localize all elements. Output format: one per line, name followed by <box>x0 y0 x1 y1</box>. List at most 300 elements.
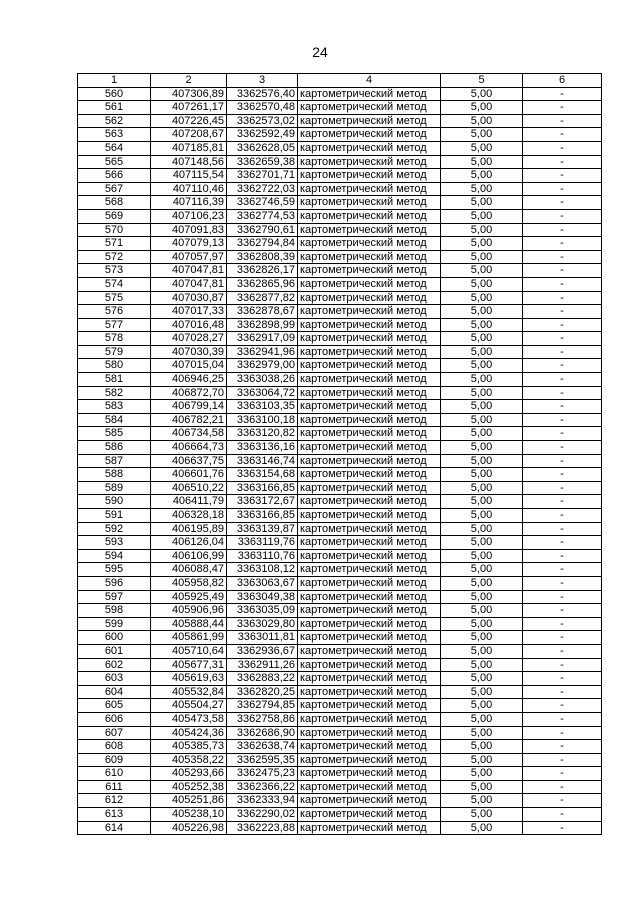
y-coordinate-cell: 3363119,76 <box>227 536 298 550</box>
y-coordinate-cell: 3362570,48 <box>227 101 298 115</box>
note-cell: - <box>523 536 602 550</box>
method-cell: картометрический метод <box>298 821 441 835</box>
y-coordinate-cell: 3363103,35 <box>227 400 298 414</box>
table-row <box>78 87 602 101</box>
note-cell: - <box>523 237 602 251</box>
note-cell: - <box>523 563 602 577</box>
table-row <box>78 209 602 223</box>
note-cell: - <box>523 808 602 822</box>
point-number-cell: 570 <box>78 223 151 237</box>
point-number-cell: 604 <box>78 685 151 699</box>
table-row <box>78 536 602 550</box>
note-cell: - <box>523 685 602 699</box>
x-coordinate-cell: 405619,63 <box>151 672 227 686</box>
table-row <box>78 685 602 699</box>
x-coordinate-cell: 405906,96 <box>151 604 227 618</box>
x-coordinate-cell: 407017,33 <box>151 305 227 319</box>
x-coordinate-cell: 405677,31 <box>151 658 227 672</box>
table-row <box>78 740 602 754</box>
x-coordinate-cell: 407185,81 <box>151 141 227 155</box>
note-cell: - <box>523 196 602 210</box>
point-number-cell: 608 <box>78 740 151 754</box>
x-coordinate-cell: 407208,67 <box>151 128 227 142</box>
point-number-cell: 609 <box>78 753 151 767</box>
note-cell: - <box>523 658 602 672</box>
method-cell: картометрический метод <box>298 808 441 822</box>
point-number-cell: 572 <box>78 250 151 264</box>
header-cell: 4 <box>298 74 441 88</box>
note-cell: - <box>523 726 602 740</box>
accuracy-cell: 5,00 <box>441 277 523 291</box>
x-coordinate-cell: 406510,22 <box>151 481 227 495</box>
accuracy-cell: 5,00 <box>441 590 523 604</box>
table-row <box>78 604 602 618</box>
header-cell: 2 <box>151 74 227 88</box>
x-coordinate-cell: 405238,10 <box>151 808 227 822</box>
y-coordinate-cell: 3362758,86 <box>227 712 298 726</box>
x-coordinate-cell: 407030,39 <box>151 345 227 359</box>
y-coordinate-cell: 3362794,84 <box>227 237 298 251</box>
accuracy-cell: 5,00 <box>441 699 523 713</box>
y-coordinate-cell: 3362917,09 <box>227 332 298 346</box>
x-coordinate-cell: 407226,45 <box>151 114 227 128</box>
note-cell: - <box>523 332 602 346</box>
x-coordinate-cell: 406195,89 <box>151 522 227 536</box>
note-cell: - <box>523 441 602 455</box>
note-cell: - <box>523 794 602 808</box>
y-coordinate-cell: 3362898,99 <box>227 318 298 332</box>
point-number-cell: 573 <box>78 264 151 278</box>
accuracy-cell: 5,00 <box>441 305 523 319</box>
accuracy-cell: 5,00 <box>441 495 523 509</box>
point-number-cell: 564 <box>78 141 151 155</box>
x-coordinate-cell: 406734,58 <box>151 427 227 441</box>
accuracy-cell: 5,00 <box>441 441 523 455</box>
table-header-row <box>78 74 602 88</box>
method-cell: картометрический метод <box>298 753 441 767</box>
accuracy-cell: 5,00 <box>441 685 523 699</box>
note-cell: - <box>523 576 602 590</box>
x-coordinate-cell: 407116,39 <box>151 196 227 210</box>
method-cell: картометрический метод <box>298 169 441 183</box>
table-row <box>78 141 602 155</box>
y-coordinate-cell: 3362701,71 <box>227 169 298 183</box>
accuracy-cell: 5,00 <box>441 454 523 468</box>
x-coordinate-cell: 406328,18 <box>151 509 227 523</box>
x-coordinate-cell: 406601,76 <box>151 468 227 482</box>
point-number-cell: 563 <box>78 128 151 142</box>
x-coordinate-cell: 405251,86 <box>151 794 227 808</box>
accuracy-cell: 5,00 <box>441 182 523 196</box>
method-cell: картометрический метод <box>298 413 441 427</box>
table-row <box>78 114 602 128</box>
method-cell: картометрический метод <box>298 182 441 196</box>
table-row <box>78 128 602 142</box>
accuracy-cell: 5,00 <box>441 237 523 251</box>
y-coordinate-cell: 3363063,67 <box>227 576 298 590</box>
note-cell: - <box>523 767 602 781</box>
y-coordinate-cell: 3362979,00 <box>227 359 298 373</box>
x-coordinate-cell: 407106,23 <box>151 209 227 223</box>
table-row <box>78 821 602 835</box>
method-cell: картометрический метод <box>298 223 441 237</box>
accuracy-cell: 5,00 <box>441 767 523 781</box>
table-row <box>78 699 602 713</box>
point-number-cell: 587 <box>78 454 151 468</box>
table-row <box>78 509 602 523</box>
method-cell: картометрический метод <box>298 685 441 699</box>
y-coordinate-cell: 3362573,02 <box>227 114 298 128</box>
note-cell: - <box>523 87 602 101</box>
method-cell: картометрический метод <box>298 332 441 346</box>
table-row <box>78 155 602 169</box>
accuracy-cell: 5,00 <box>441 373 523 387</box>
accuracy-cell: 5,00 <box>441 821 523 835</box>
table-row <box>78 576 602 590</box>
y-coordinate-cell: 3363110,76 <box>227 549 298 563</box>
x-coordinate-cell: 406088,47 <box>151 563 227 577</box>
table-row <box>78 196 602 210</box>
point-number-cell: 590 <box>78 495 151 509</box>
table-row <box>78 250 602 264</box>
x-coordinate-cell: 405532,84 <box>151 685 227 699</box>
table-row <box>78 223 602 237</box>
header-cell: 1 <box>78 74 151 88</box>
point-number-cell: 602 <box>78 658 151 672</box>
table-row <box>78 468 602 482</box>
note-cell: - <box>523 400 602 414</box>
table-row <box>78 101 602 115</box>
accuracy-cell: 5,00 <box>441 400 523 414</box>
point-number-cell: 603 <box>78 672 151 686</box>
accuracy-cell: 5,00 <box>441 522 523 536</box>
y-coordinate-cell: 3363166,85 <box>227 509 298 523</box>
note-cell: - <box>523 454 602 468</box>
x-coordinate-cell: 406782,21 <box>151 413 227 427</box>
note-cell: - <box>523 631 602 645</box>
point-number-cell: 611 <box>78 780 151 794</box>
point-number-cell: 571 <box>78 237 151 251</box>
method-cell: картометрический метод <box>298 400 441 414</box>
x-coordinate-cell: 405424,36 <box>151 726 227 740</box>
x-coordinate-cell: 406664,73 <box>151 441 227 455</box>
y-coordinate-cell: 3362686,90 <box>227 726 298 740</box>
table-row <box>78 386 602 400</box>
point-number-cell: 586 <box>78 441 151 455</box>
y-coordinate-cell: 3362877,82 <box>227 291 298 305</box>
method-cell: картометрический метод <box>298 291 441 305</box>
method-cell: картометрический метод <box>298 454 441 468</box>
note-cell: - <box>523 549 602 563</box>
x-coordinate-cell: 407079,13 <box>151 237 227 251</box>
table-row <box>78 373 602 387</box>
method-cell: картометрический метод <box>298 441 441 455</box>
note-cell: - <box>523 209 602 223</box>
table-row <box>78 481 602 495</box>
point-number-cell: 585 <box>78 427 151 441</box>
y-coordinate-cell: 3362366,22 <box>227 780 298 794</box>
note-cell: - <box>523 468 602 482</box>
point-number-cell: 599 <box>78 617 151 631</box>
table-row <box>78 794 602 808</box>
x-coordinate-cell: 406411,79 <box>151 495 227 509</box>
note-cell: - <box>523 318 602 332</box>
point-number-cell: 565 <box>78 155 151 169</box>
method-cell: картометрический метод <box>298 481 441 495</box>
method-cell: картометрический метод <box>298 345 441 359</box>
y-coordinate-cell: 3363035,09 <box>227 604 298 618</box>
x-coordinate-cell: 405385,73 <box>151 740 227 754</box>
x-coordinate-cell: 406799,14 <box>151 400 227 414</box>
y-coordinate-cell: 3362878,67 <box>227 305 298 319</box>
table-row <box>78 712 602 726</box>
point-number-cell: 594 <box>78 549 151 563</box>
accuracy-cell: 5,00 <box>441 264 523 278</box>
accuracy-cell: 5,00 <box>441 114 523 128</box>
y-coordinate-cell: 3362595,35 <box>227 753 298 767</box>
accuracy-cell: 5,00 <box>441 196 523 210</box>
note-cell: - <box>523 182 602 196</box>
x-coordinate-cell: 406946,25 <box>151 373 227 387</box>
method-cell: картометрический метод <box>298 114 441 128</box>
table-row <box>78 658 602 672</box>
point-number-cell: 597 <box>78 590 151 604</box>
method-cell: картометрический метод <box>298 563 441 577</box>
table-row <box>78 549 602 563</box>
note-cell: - <box>523 250 602 264</box>
point-number-cell: 614 <box>78 821 151 835</box>
method-cell: картометрический метод <box>298 699 441 713</box>
table-row <box>78 617 602 631</box>
note-cell: - <box>523 712 602 726</box>
note-cell: - <box>523 740 602 754</box>
y-coordinate-cell: 3362659,38 <box>227 155 298 169</box>
point-number-cell: 606 <box>78 712 151 726</box>
note-cell: - <box>523 169 602 183</box>
method-cell: картометрический метод <box>298 87 441 101</box>
table-row <box>78 495 602 509</box>
y-coordinate-cell: 3362638,74 <box>227 740 298 754</box>
accuracy-cell: 5,00 <box>441 617 523 631</box>
x-coordinate-cell: 407015,04 <box>151 359 227 373</box>
accuracy-cell: 5,00 <box>441 808 523 822</box>
note-cell: - <box>523 753 602 767</box>
point-number-cell: 584 <box>78 413 151 427</box>
x-coordinate-cell: 407030,87 <box>151 291 227 305</box>
method-cell: картометрический метод <box>298 631 441 645</box>
table-row <box>78 780 602 794</box>
method-cell: картометрический метод <box>298 767 441 781</box>
point-number-cell: 591 <box>78 509 151 523</box>
note-cell: - <box>523 604 602 618</box>
note-cell: - <box>523 495 602 509</box>
header-cell: 3 <box>227 74 298 88</box>
point-number-cell: 574 <box>78 277 151 291</box>
point-number-cell: 562 <box>78 114 151 128</box>
point-number-cell: 605 <box>78 699 151 713</box>
method-cell: картометрический метод <box>298 509 441 523</box>
x-coordinate-cell: 407057,97 <box>151 250 227 264</box>
y-coordinate-cell: 3363154,68 <box>227 468 298 482</box>
accuracy-cell: 5,00 <box>441 509 523 523</box>
x-coordinate-cell: 405710,64 <box>151 644 227 658</box>
x-coordinate-cell: 407148,56 <box>151 155 227 169</box>
point-number-cell: 582 <box>78 386 151 400</box>
accuracy-cell: 5,00 <box>441 345 523 359</box>
method-cell: картометрический метод <box>298 590 441 604</box>
point-number-cell: 598 <box>78 604 151 618</box>
x-coordinate-cell: 407261,17 <box>151 101 227 115</box>
method-cell: картометрический метод <box>298 617 441 631</box>
coordinates-table <box>77 73 602 835</box>
x-coordinate-cell: 405925,49 <box>151 590 227 604</box>
accuracy-cell: 5,00 <box>441 427 523 441</box>
note-cell: - <box>523 672 602 686</box>
method-cell: картометрический метод <box>298 318 441 332</box>
accuracy-cell: 5,00 <box>441 794 523 808</box>
accuracy-cell: 5,00 <box>441 658 523 672</box>
x-coordinate-cell: 406126,04 <box>151 536 227 550</box>
accuracy-cell: 5,00 <box>441 209 523 223</box>
y-coordinate-cell: 3363146,74 <box>227 454 298 468</box>
point-number-cell: 595 <box>78 563 151 577</box>
table-row <box>78 359 602 373</box>
accuracy-cell: 5,00 <box>441 332 523 346</box>
x-coordinate-cell: 405504,27 <box>151 699 227 713</box>
point-number-cell: 613 <box>78 808 151 822</box>
method-cell: картометрический метод <box>298 495 441 509</box>
note-cell: - <box>523 277 602 291</box>
note-cell: - <box>523 264 602 278</box>
accuracy-cell: 5,00 <box>441 481 523 495</box>
note-cell: - <box>523 821 602 835</box>
table-row <box>78 563 602 577</box>
note-cell: - <box>523 141 602 155</box>
point-number-cell: 575 <box>78 291 151 305</box>
table-row <box>78 753 602 767</box>
page-number: 24 <box>312 44 328 60</box>
method-cell: картометрический метод <box>298 386 441 400</box>
accuracy-cell: 5,00 <box>441 644 523 658</box>
x-coordinate-cell: 407306,89 <box>151 87 227 101</box>
method-cell: картометрический метод <box>298 128 441 142</box>
method-cell: картометрический метод <box>298 604 441 618</box>
accuracy-cell: 5,00 <box>441 631 523 645</box>
table-row <box>78 182 602 196</box>
accuracy-cell: 5,00 <box>441 780 523 794</box>
point-number-cell: 600 <box>78 631 151 645</box>
method-cell: картометрический метод <box>298 468 441 482</box>
note-cell: - <box>523 114 602 128</box>
table-row <box>78 277 602 291</box>
method-cell: картометрический метод <box>298 536 441 550</box>
table-row <box>78 672 602 686</box>
table-row <box>78 291 602 305</box>
x-coordinate-cell: 406106,99 <box>151 549 227 563</box>
point-number-cell: 561 <box>78 101 151 115</box>
accuracy-cell: 5,00 <box>441 250 523 264</box>
point-number-cell: 583 <box>78 400 151 414</box>
y-coordinate-cell: 3363064,72 <box>227 386 298 400</box>
accuracy-cell: 5,00 <box>441 712 523 726</box>
table-row <box>78 413 602 427</box>
note-cell: - <box>523 522 602 536</box>
y-coordinate-cell: 3362223,88 <box>227 821 298 835</box>
table-row <box>78 808 602 822</box>
method-cell: картометрический метод <box>298 672 441 686</box>
note-cell: - <box>523 345 602 359</box>
x-coordinate-cell: 405358,22 <box>151 753 227 767</box>
table-row <box>78 345 602 359</box>
y-coordinate-cell: 3362722,03 <box>227 182 298 196</box>
accuracy-cell: 5,00 <box>441 128 523 142</box>
y-coordinate-cell: 3362911,26 <box>227 658 298 672</box>
table-row <box>78 454 602 468</box>
method-cell: картометрический метод <box>298 305 441 319</box>
point-number-cell: 580 <box>78 359 151 373</box>
y-coordinate-cell: 3362790,61 <box>227 223 298 237</box>
y-coordinate-cell: 3362941,96 <box>227 345 298 359</box>
note-cell: - <box>523 305 602 319</box>
header-cell: 5 <box>441 74 523 88</box>
accuracy-cell: 5,00 <box>441 141 523 155</box>
point-number-cell: 596 <box>78 576 151 590</box>
y-coordinate-cell: 3363172,67 <box>227 495 298 509</box>
note-cell: - <box>523 223 602 237</box>
y-coordinate-cell: 3362333,94 <box>227 794 298 808</box>
accuracy-cell: 5,00 <box>441 318 523 332</box>
point-number-cell: 588 <box>78 468 151 482</box>
y-coordinate-cell: 3363100,18 <box>227 413 298 427</box>
point-number-cell: 578 <box>78 332 151 346</box>
table-row <box>78 400 602 414</box>
y-coordinate-cell: 3362746,59 <box>227 196 298 210</box>
accuracy-cell: 5,00 <box>441 576 523 590</box>
x-coordinate-cell: 407047,81 <box>151 264 227 278</box>
table-row <box>78 441 602 455</box>
method-cell: картометрический метод <box>298 658 441 672</box>
note-cell: - <box>523 481 602 495</box>
point-number-cell: 567 <box>78 182 151 196</box>
note-cell: - <box>523 101 602 115</box>
note-cell: - <box>523 617 602 631</box>
y-coordinate-cell: 3362774,53 <box>227 209 298 223</box>
x-coordinate-cell: 407091,83 <box>151 223 227 237</box>
point-number-cell: 612 <box>78 794 151 808</box>
x-coordinate-cell: 406872,70 <box>151 386 227 400</box>
x-coordinate-cell: 405861,99 <box>151 631 227 645</box>
x-coordinate-cell: 407110,46 <box>151 182 227 196</box>
y-coordinate-cell: 3362592,49 <box>227 128 298 142</box>
y-coordinate-cell: 3363166,85 <box>227 481 298 495</box>
x-coordinate-cell: 407016,48 <box>151 318 227 332</box>
note-cell: - <box>523 699 602 713</box>
point-number-cell: 592 <box>78 522 151 536</box>
table-body <box>78 74 602 835</box>
point-number-cell: 579 <box>78 345 151 359</box>
method-cell: картометрический метод <box>298 101 441 115</box>
method-cell: картометрический метод <box>298 740 441 754</box>
x-coordinate-cell: 405293,66 <box>151 767 227 781</box>
table-row <box>78 427 602 441</box>
table-row <box>78 264 602 278</box>
note-cell: - <box>523 128 602 142</box>
method-cell: картометрический метод <box>298 522 441 536</box>
table-row <box>78 726 602 740</box>
accuracy-cell: 5,00 <box>441 87 523 101</box>
method-cell: картометрический метод <box>298 196 441 210</box>
x-coordinate-cell: 405958,82 <box>151 576 227 590</box>
